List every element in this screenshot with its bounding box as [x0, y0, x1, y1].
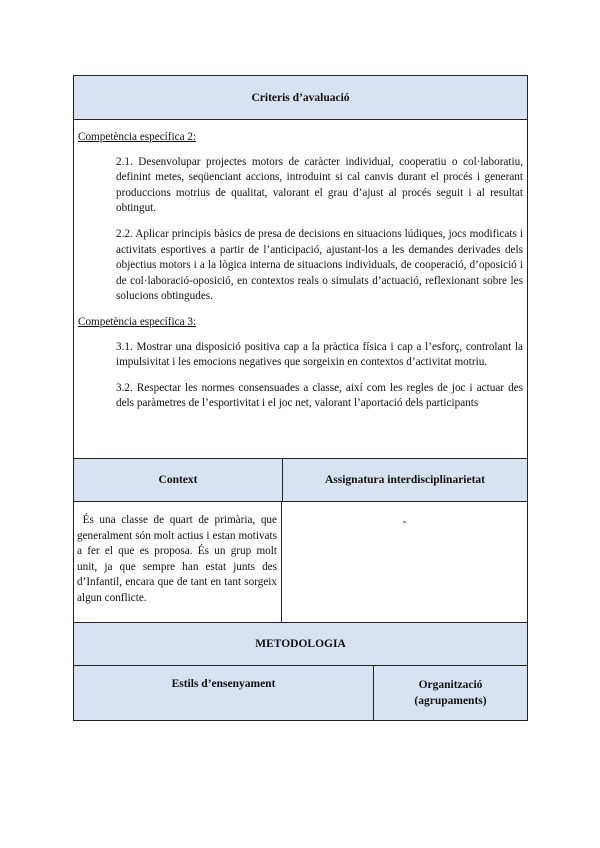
criteris-title: Criteris d’avaluació [251, 91, 350, 104]
metodologia-header [74, 623, 527, 666]
metodologia-subheader-row [74, 666, 527, 720]
criteri-2-1: 2.1. Desenvolupar projectes motors de caràcter individual, cooperatiu o col·laboratiu, definint metes, seqüenciant accions, introduint si cal canvis durant el procés i generant produccions motrius de qualitat, valorant el grau d’ajust al procés seguit i al resultat obtingut. [116, 155, 523, 215]
estils-label: Estils d’ensenyament [171, 678, 276, 690]
context-text: És una classe de quart de primària, que generalment són molt actius i estan motivats a fer el que es proposa. És un grup molt unit, ja que sempre han estat junts des d’Infantil, encara que de tant en tant sorgeix algun conflicte. [74, 502, 282, 622]
metodologia-title: METODOLOGIA [255, 638, 346, 650]
assignatura-header [283, 459, 527, 501]
competencia-2-label: Competència específica 2: [78, 131, 197, 143]
evaluation-table [73, 75, 528, 721]
criteris-header [74, 76, 527, 120]
context-header [74, 459, 283, 501]
context-header-row [74, 458, 527, 502]
organitzacio-label-1: Organització [418, 679, 483, 691]
organitzacio-header [374, 666, 527, 720]
criteri-3-1: 3.1. Mostrar una disposició positiva cap a la pràctica física i cap a l’esforç, controlant la impulsivitat i les emocions negatives que sorgeixin en contextos d’activitat motriu. [116, 340, 523, 369]
competencia-3-label: Competència específica 3: [78, 315, 197, 328]
criteri-2-2: 2.2. Aplicar principis bàsics de presa de decisions en situacions lúdiques, jocs modificats i activitats esportives a partir de l’anticipació, ajustant-los a les demandes derivades dels objectius motors i a la lògica interna de situacions individuals, de cooperació, d’oposició i de col·laboració-oposició, en contextos reals o simulats d’actuació, reflexionant sobre les solucions obtingudes. [116, 227, 523, 303]
assignatura-header-label: Assignatura interdisciplinarietat [324, 474, 486, 486]
organitzacio-label-2: (agrupaments) [414, 695, 487, 707]
context-body-row [74, 502, 527, 623]
context-header-label: Context [158, 474, 198, 486]
criteris-body [74, 120, 527, 458]
criteri-3-2: 3.2. Respectar les normes consensuades a classe, així com les regles de joc i actuar des dels paràmetres de l’esportivitat i el joc net, valorant l’aportació dels participants [116, 381, 523, 410]
assignatura-value: - [402, 516, 407, 528]
estils-header [74, 666, 374, 720]
